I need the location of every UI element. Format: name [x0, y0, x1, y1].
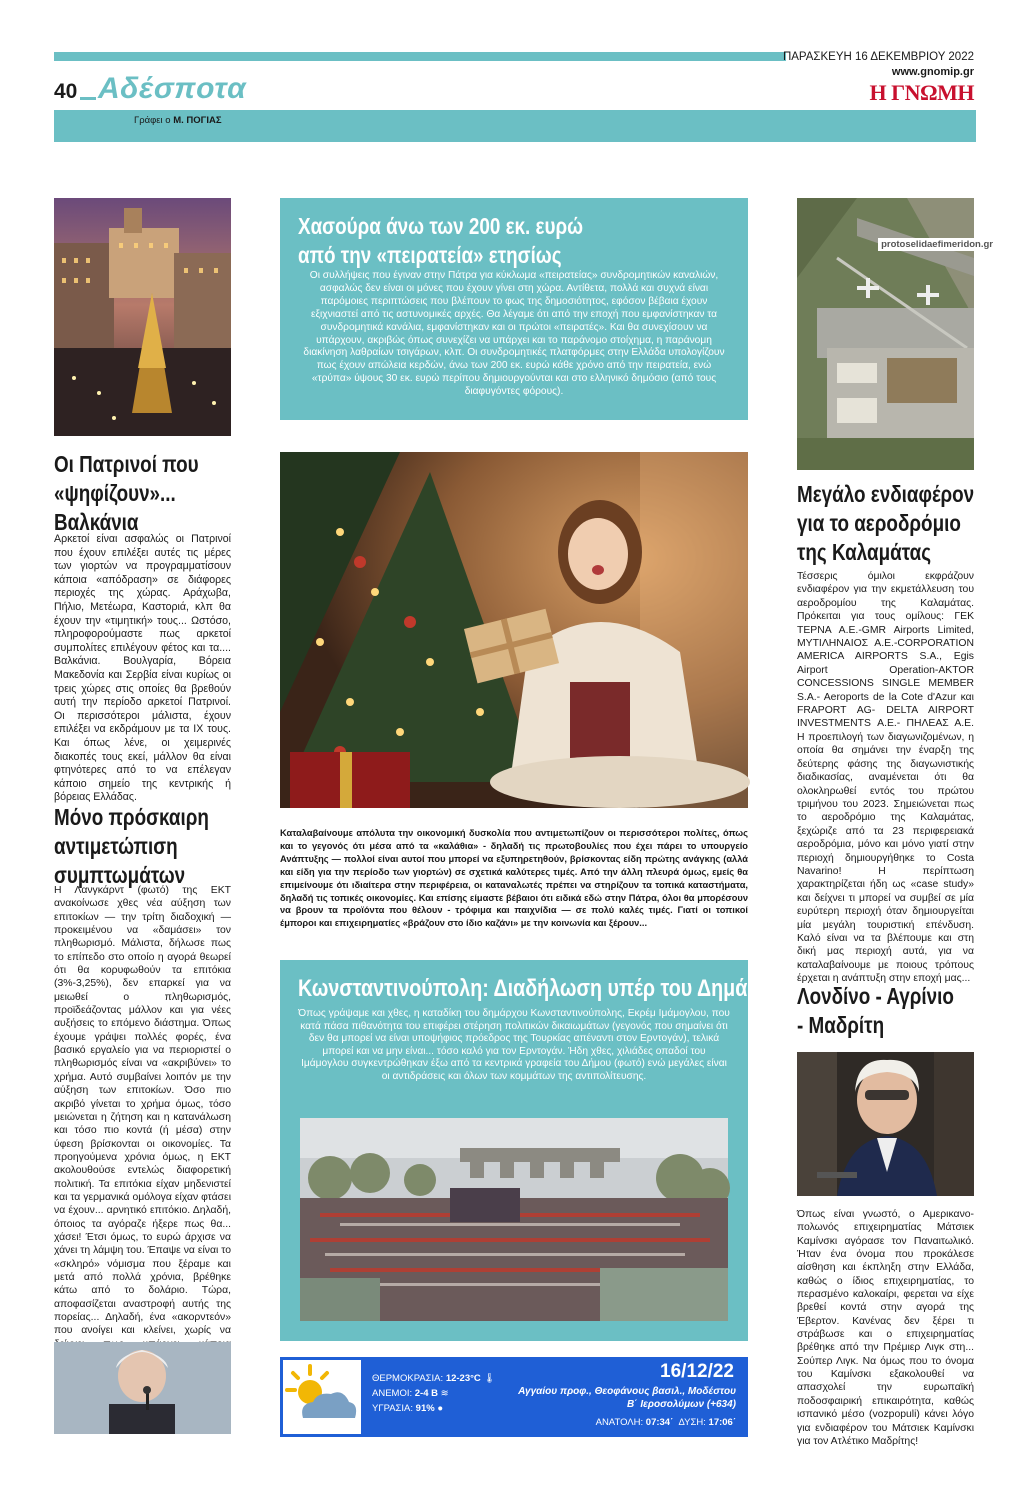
airport-headline-line-1: Μεγάλο ενδιαφέρον [797, 481, 975, 507]
thermometer-icon: 🌡 [483, 1373, 496, 1384]
inflation-headline-line-3: συμπτωμάτων [54, 861, 186, 888]
inflation-headline-line-1: Μόνο πρόσκαιρη [54, 804, 209, 830]
weather-box [280, 1357, 748, 1437]
saints-line-2: Β΄ Ιεροσολύμων (+634) [627, 1399, 736, 1410]
piracy-box [280, 198, 748, 420]
byline-author: Μ. ΠΟΓΙΑΣ [173, 115, 222, 126]
website-link[interactable]: www.gnomip.gr [891, 66, 974, 78]
lagarde-photo [54, 1342, 231, 1434]
inflation-headline-line-2: αντιμετώπιση [54, 832, 178, 859]
issue-date: ΠΑΡΑΣΚΕΥΗ 16 ΔΕΚΕΜΒΡΙΟΥ 2022 [782, 51, 974, 63]
christmas-market-photo [54, 198, 231, 436]
balkans-headline [54, 450, 226, 536]
wind-icon: ≋ [440, 1388, 449, 1399]
page-number: 40 [54, 80, 78, 103]
temperature-value: 12-23°C [445, 1373, 481, 1384]
sun-times [596, 1417, 736, 1428]
balkans-body: Αρκετοί είναι ασφαλώς οι Πατρινοί που έχουν επιλέξει αυτές τις μέρες των γιορτών να προγραμματίσουν κάποια «απόδραση» σε διάφορες περιοχές της χώρας. Αράχωβα, Πήλιο, Μετέωρα, Καστοριά, κλπ θα έχουν την «τιμητική» τους... Ωστόσο, πληροφορούμαστε πως αρκετοί συμπολίτες επιλέγουν φέτος και τα.... Βαλκάνια. Βουλγαρία, Βόρεια Μακεδονία και Σερβία είναι κυρίως οι τρεις χώρες στις οποίες θα βρεθούν αυτή την περίοδο αρκετοί Πατρινοί. Οι περισσότεροι μάλιστα, έχουν επιλέξει να εκδράμουν με τα ΙΧ τους. Και όπως λένε, οι χειμερινές διακοπές τους εκεί, μάλλον θα είναι φτηνότερες από το να επέλεγαν κάποιο σημείο της κεντρικής ή βόρειας Ελλάδας. [54, 533, 231, 804]
sun-cloud-icon [283, 1360, 361, 1434]
temperature-label: ΘΕΡΜΟΚΡΑΣΙΑ: [372, 1373, 444, 1384]
inflation-headline [54, 803, 226, 889]
piracy-headline [298, 212, 741, 270]
newspaper-logo: Η ΓΝΩΜΗ [869, 80, 974, 105]
airport-headline-line-3: της Καλαμάτας [797, 538, 932, 565]
sunset-label: ΔΥΣΗ: [678, 1417, 706, 1428]
airport-aerial-photo [797, 198, 993, 470]
istanbul-body: Όπως γράψαμε και χθες, η καταδίκη του δημάρχου Κωνσταντινούπολης, Εκρέμ Ιμάμογλου, που κατά πάσα πιθανότητα του επιφέρει στέρηση πολιτικών δικαιωμάτων (γεγονός που σημαίνει ότι δεν θα μπορεί να είναι υποψήφιος πρόεδρος της Τουρκίας απέναντι στον Ερντογάν), τελικά μπορεί και να μην είναι... τόσο καλό για τον Ερντογάν. Ήδη χθες, χιλιάδες οπαδοί του Ιμάμογλου συγκεντρώθηκαν έξω από τα κεντρικά γραφεία του Δήμου (φωτό) ενώ μεγάλες είναι οι αντιδράσεις και όλων των κομμάτων της αντιπολίτευσης. [298, 1008, 730, 1082]
weather-icon-panel [280, 1357, 364, 1437]
wind-label: ΑΝΕΜΟΙ: [372, 1388, 413, 1399]
balkans-headline-line-3: Βαλκάνια [54, 508, 139, 535]
piracy-body: Οι συλλήψεις που έγιναν στην Πάτρα για κύκλωμα «πειρατείας» συνδρομητικών καναλιών, ασφαλώς δεν είναι οι μόνες που έχουν γίνει στη χώρα. Αντίθετα, πολλά και συχνά είναι παρόμοιες περιπτώσεις που βλέπουν το φως της δημοσιότητος, εφόσον βέβαια έχουν εξιχνιαστεί από τις αστυνομικές αρχές. Θα λέγαμε ότι από την εποχή που εμφανίστηκαν τα συνδρομητικά κανάλια, εμφανίστηκαν και οι πρώτοι «πειρατές». Και θα συνεχίσουν να υπάρχουν, ακριβώς όπως συνεχίζει να υπάρχει και το παράνομο στοίχημα, η παράνομη διακίνηση λαθραίων τσιγάρων, κλπ. Οι συνδρομητικές πλατφόρμες στην Ελλάδα υπολογίζουν πως έχουν απώλεια κερδών, άνω των 200 εκ. ευρώ κάθε χρόνο από την πειρατεία, ενώ «τρύπα» ύψους 30 εκ. ευρώ περίπου δημιουργούνται και στο ελληνικό δημόσιο (από τους διαφυγόντες φόρους). [303, 270, 725, 398]
airport-headline [797, 480, 977, 566]
istanbul-headline: Κωνσταντινούπολη: Διαδήλωση υπέρ του Δημάρχου [298, 975, 794, 1002]
weather-date: 16/12/22 [660, 1361, 734, 1382]
watermark: protoselidaefimeridon.gr [878, 238, 996, 251]
piracy-headline-line-1: Χασούρα άνω των 200 εκ. ευρώ [298, 213, 584, 239]
sunrise-value: 07:34΄ [645, 1417, 674, 1428]
istanbul-box [280, 960, 794, 1341]
sunset-value: 17:06΄ [708, 1417, 736, 1428]
kaminski-photo [797, 1052, 974, 1196]
london-body: Όπως είναι γνωστό, ο Αμερικανο-πολωνός επιχειρηματίας Μάτσιεκ Καμίνσκι αγόρασε τον Παναιτωλικό. Ήταν ένα όνομα που προκάλεσε αίσθηση και έκπληξη στην Ελλάδα, καθώς ο ίδιος επιχειρηματίας, το περασμένο καλοκαίρι, φερεται να είχε βρεθεί κοντά στην αγορά της Έβερτον. Κανένας δεν ξέρει τι στράβωσε και ο επιχειρηματίας βρέθηκε από την Πρέμιερ Λιγκ στη... Σούπερ Λιγκ. Να όμως που το όνομα του Καμίνσκι εξακολουθεί να απασχολεί την ευρωπαϊκή ποδοσφαιρική επικαιρότητα, καθώς ισπανικό μέσο (vozpopuli) κάνει λόγο για ενδιαφέρον του Μάτσιεκ Καμίνσκι για τον Ατλέτικο Μαδρίτης! [797, 1209, 974, 1447]
london-headline-line-1: Λονδίνο - Αγρίνιο [797, 983, 954, 1009]
balkans-headline-line-2: «ψηφίζουν»... [54, 479, 176, 506]
top-accent-bar [54, 52, 786, 61]
christmas-gift-photo [280, 452, 748, 808]
page-number-dash [80, 97, 96, 100]
airport-headline-line-2: για το αεροδρόμιο [797, 509, 961, 536]
london-headline [797, 982, 977, 1040]
temperature-row [372, 1371, 495, 1386]
humidity-value: 91% [415, 1403, 435, 1414]
inflation-body: Η Λανγκάρντ (φωτό) της ΕΚΤ ανακοίνωσε χθες νέα αύξηση των επιτοκίων — την τρίτη διαδοχική — προκειμένου να «δαμάσει» τον πληθωρισμό. Μάλιστα, δήλωσε πως το επίπεδο στο οποίο η αγορά θεωρεί ότι θα κορυφωθούν τα επιτόκια (3%-3,25%), δεν επαρκεί για να μειωθεί ο πληθωρισμός, προϊδεάζοντας μάλλον και για νέες αυξήσεις το επόμενο διάστημα. Όπως έχουμε γράψει πολλές φορές, ένα βασικό εργαλείο για να περιοριστεί ο πληθωρισμός είναι να «ακριβύνει» το χρήμα. Αυτό συμβαίνει λοιπόν με την αύξηση των επιτοκίων. Όσο πιο ακριβό γίνεται το χρήμα όμως, τόσο μειώνεται η ζήτηση και η κατανάλωση και τόσο πιο κοντά (ή μέσα) στην ύφεση βρίσκονται οι οικονομίες. Τα προηγούμενα χρόνια όμως, η ΕΚΤ ακολουθούσε εντελώς διαφορετική πολιτική. Τα επιτόκια είχαν μηδενιστεί και τα γερμανικά ομόλογα είχαν φτάσει να έχουν... αρνητικό επιτόκιο. Δηλαδή, όποιος τα αγόραζε ήξερε πως θα... χάσει! Έτσι όμως, το ευρώ άρχισε να χάνει τη λάμψη του. Έπαψε να είναι το «σκληρό» νόμισμα που ξέραμε και μετά από πολλά χρόνια, βρέθηκε κάτω από το δολάριο. Τώρα, αποφασίζεται αναστροφή αυτής της πορείας... Δηλαδή, ένα «ακορντεόν» που ανοίγει και κλείνει, χωρίς να [54, 885, 231, 1337]
saints-line-1: Αγγαίου προφ., Θεοφάνους βασιλ., Μοδέστου [518, 1386, 736, 1397]
byline [134, 115, 222, 126]
wind-row [372, 1386, 495, 1401]
christmas-caption: Καταλαβαίνουμε απόλυτα την οικονομική δυσκολία που αντιμετωπίζουν οι περισσότεροι πολίτες, όπως και το γεγονός ότι μέσα από τα «καλάθια» - δηλαδή τις πρωτοβουλίες που έχει πάρει το υπουργείο Ανάπτυξης — πολλοί είναι αυτοί που μπορεί να εξυπηρετηθούν, βρίσκοντας είδη πρώτης ανάγκης (αλλά και είδη για την περίοδο των γιορτών) σε σχετικά καλύτερες τιμές. Από την άλλη πλευρά όμως, εμείς θα επιμείνουμε ότι ιδιαίτερα στην περιφέρεια, οι καταναλωτές πρέπει να στηρίζουν τα τοπικά καταστήματα, δηλαδή τις τοπικές οικονομίες. Και επίσης είμαστε βέβαιοι ότι ειδικά εδώ στην Πάτρα, όλοι θα μπορέσουν να βρουν τα προϊόντα που θέλουν - τρόφιμα και παιχνίδια — σε πολύ καλές τιμές. Γιατί οι τοπικοί έμποροι και επιχειρηματίες «βράζουν στο ίδιο καζάνι» με την κοινωνία και ξέρουν... [280, 828, 748, 929]
humidity-label: ΥΓΡΑΣΙΑ: [372, 1403, 414, 1414]
piracy-headline-line-2: από την «πειρατεία» ετησίως [298, 241, 562, 268]
sunrise-label: ΑΝΑΤΟΛΗ: [595, 1417, 644, 1428]
section-title: Αδέσποτα [98, 72, 247, 105]
byline-prefix: Γράφει ο [134, 115, 171, 126]
humidity-row [372, 1401, 495, 1416]
airport-body: Τέσσερις όμιλοι εκφράζουν ενδιαφέρον για την εκμετάλλευση του αεροδρομίου της Καλαμάτας. Πρόκειται για τους ομίλους: ΓΕΚ ΤΕΡΝΑ Α.Ε.-GMR Airports Limited, ΜΥΤΙΛΗΝΑΙΟΣ Α.Ε.-CORPORATION AMERICA AIRPORTS S.A., Egis Airport Operation-AKTOR CONCESSIONS SINGLE MEMBER S.A.- Aeroports de la Cote d'Azur και FRAPORT AG- DELTA AIRPORT INVESTMENTS Α.Ε.- ΠΗΛΕΑΣ Α.Ε. Η προεπιλογή των διαγωνιζομένων, η οποία θα σημάνει την έναρξη της δεύτερης φάσης της διαγωνιστικής διαδικασίας, αναμένεται ότι θα ολοκληρωθεί εντός του πρώτου τριμήνου του 2023. Σημειώνεται πως το αεροδρόμιο της Καλαμάτας, ξεχώριζε από τα 23 περιφερειακά αεροδρόμια, μόνο και μόνο γιατί στην περιοχή δημιουργήθηκε το Costa Navarino! Η περίπτωση χαρακτηρίζεται ήδη ως «case study» και δείχνει τι μπορεί να συμβεί σε μία ευρύτερη περιοχή όταν δημιουργείται μία μεγάλη τουριστική επένδυση. Καλό είναι να τα βλέπουμε και στη δική μας περιοχή αυτά, για να καταλαβαίνουμε με ποιους τρόπους έρχεται η ανάπτυξη στην εποχή μας... [797, 571, 974, 985]
wind-value: 2-4 Β [414, 1388, 438, 1399]
humidity-icon: ● [437, 1403, 444, 1414]
london-headline-line-2: - Μαδρίτη [797, 1011, 885, 1038]
balkans-headline-line-1: Οι Πατρινοί που [54, 451, 199, 477]
istanbul-protest-photo [300, 1118, 728, 1321]
